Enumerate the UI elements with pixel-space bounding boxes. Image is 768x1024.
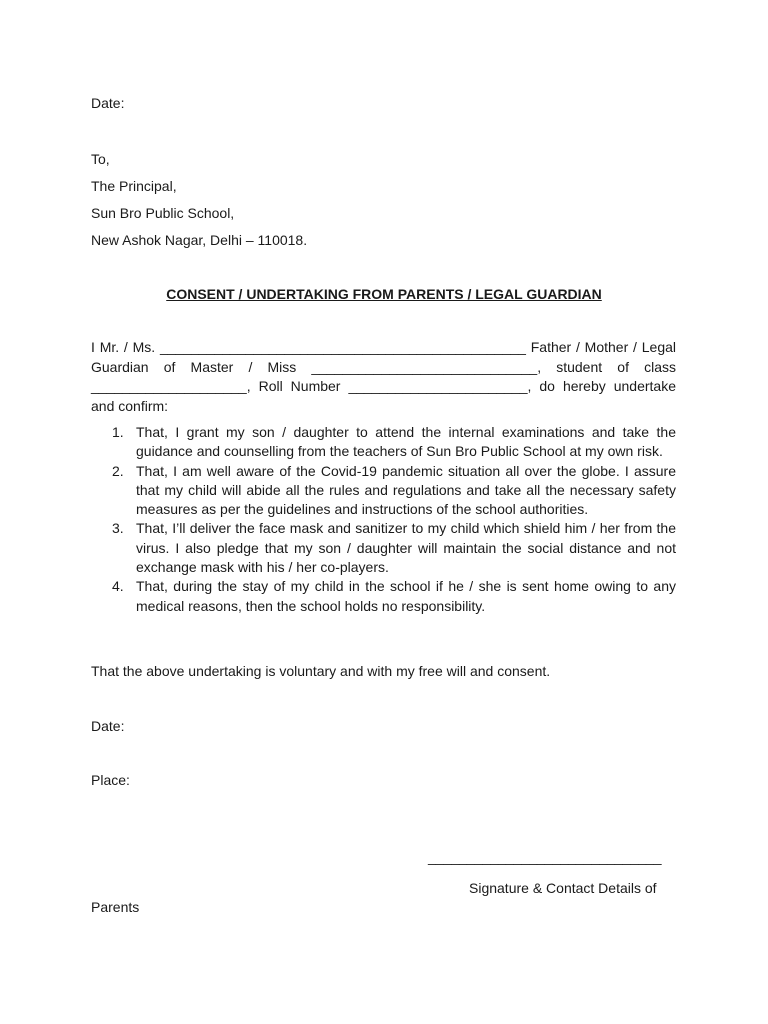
list-item-number: 1. — [112, 424, 124, 440]
list-item-text: That, I am well aware of the Covid-19 pandemic situation all over the globe. I assure that my child will abide all the rules and regulations and take all the necessary safety measures as per the guidelines and instructions of the school authorities. — [136, 462, 676, 518]
footer-place-label: Place: — [91, 772, 130, 788]
signature-label: Signature & Contact Details of — [469, 880, 657, 896]
list-item — [91, 577, 676, 616]
signature-label-continued: Parents — [91, 899, 140, 915]
closing-statement: That the above undertaking is voluntary and with my free will and consent. — [91, 663, 551, 679]
list-item-text: That, during the stay of my child in the school if he / she is sent home owing to any medical reasons, then the school holds no responsibility. — [136, 578, 676, 614]
list-item-text: That, I’ll deliver the face mask and sanitizer to my child which shield him / her from the virus. I also pledge that my son / daughter will maintain the social distance and not exchange mask with his / her co-players. — [136, 520, 676, 576]
signature-line: ______________________________ — [428, 849, 662, 865]
list-item — [91, 519, 676, 577]
document-title: CONSENT / UNDERTAKING FROM PARENTS / LEGAL GUARDIAN — [166, 286, 602, 302]
school-name: Sun Bro Public School, — [91, 205, 235, 221]
list-item — [91, 423, 676, 462]
footer-date-label: Date: — [91, 718, 125, 734]
list-item — [91, 462, 676, 520]
salutation-to: To, — [91, 151, 110, 167]
school-address: New Ashok Nagar, Delhi – 110018. — [91, 232, 308, 248]
intro-paragraph: I Mr. / Ms. _______________________________________________ Father / Mother / Legal Guardian of Master / Miss _____________________________, student of class ____________________, Roll Number _______________________, do hereby undertake and confirm: — [91, 339, 676, 414]
list-item-number: 3. — [112, 520, 124, 537]
list-item-number: 2. — [112, 462, 124, 479]
recipient-title: The Principal, — [91, 178, 177, 194]
header-date-label: Date: — [91, 95, 125, 111]
list-item-text: That, I grant my son / daughter to attend the internal examinations and take the guidance and counselling from the teachers of Sun Bro Public School at my own risk. — [136, 424, 676, 460]
undertaking-list — [91, 423, 676, 616]
list-item-number: 4. — [112, 578, 124, 595]
